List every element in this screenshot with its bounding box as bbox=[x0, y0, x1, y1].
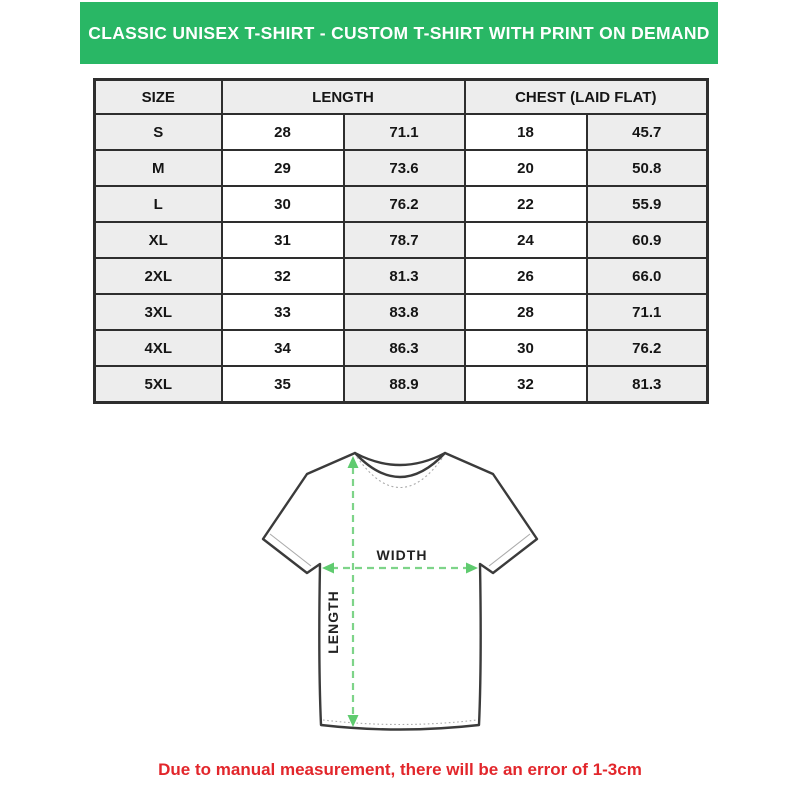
measurement-disclaimer: Due to manual measurement, there will be an error of 1-3cm bbox=[158, 760, 642, 779]
cell-chest_in: 26 bbox=[465, 258, 587, 294]
cell-length_in: 29 bbox=[222, 150, 344, 186]
cell-chest_in: 28 bbox=[465, 294, 587, 330]
cell-size: L bbox=[95, 186, 222, 222]
cell-length_cm: 76.2 bbox=[344, 186, 465, 222]
cell-length_in: 34 bbox=[222, 330, 344, 366]
size-table-body bbox=[95, 114, 708, 403]
cell-chest_cm: 76.2 bbox=[587, 330, 708, 366]
cell-size: M bbox=[95, 150, 222, 186]
cell-size: 2XL bbox=[95, 258, 222, 294]
cell-chest_cm: 50.8 bbox=[587, 150, 708, 186]
cell-length_cm: 83.8 bbox=[344, 294, 465, 330]
cell-size: XL bbox=[95, 222, 222, 258]
cell-chest_cm: 55.9 bbox=[587, 186, 708, 222]
cell-chest_cm: 45.7 bbox=[587, 114, 708, 150]
tshirt-measurement-diagram bbox=[230, 430, 570, 760]
cell-length_cm: 71.1 bbox=[344, 114, 465, 150]
cell-length_cm: 86.3 bbox=[344, 330, 465, 366]
tshirt-outline-drawing bbox=[263, 453, 537, 730]
cell-length_in: 32 bbox=[222, 258, 344, 294]
table-row bbox=[95, 258, 708, 294]
cell-length_in: 30 bbox=[222, 186, 344, 222]
cell-length_cm: 78.7 bbox=[344, 222, 465, 258]
column-header-size: SIZE bbox=[95, 80, 222, 115]
cell-size: 4XL bbox=[95, 330, 222, 366]
length-label: LENGTH bbox=[325, 590, 341, 654]
cell-chest_in: 22 bbox=[465, 186, 587, 222]
table-row bbox=[95, 294, 708, 330]
cell-size: S bbox=[95, 114, 222, 150]
cell-length_cm: 73.6 bbox=[344, 150, 465, 186]
column-header-chest: CHEST (LAID FLAT) bbox=[465, 80, 708, 115]
cell-size: 5XL bbox=[95, 366, 222, 403]
cell-length_in: 28 bbox=[222, 114, 344, 150]
cell-chest_in: 20 bbox=[465, 150, 587, 186]
cell-chest_in: 30 bbox=[465, 330, 587, 366]
table-row bbox=[95, 114, 708, 150]
cell-chest_cm: 71.1 bbox=[587, 294, 708, 330]
cell-chest_cm: 60.9 bbox=[587, 222, 708, 258]
cell-length_in: 31 bbox=[222, 222, 344, 258]
table-header-row bbox=[95, 80, 708, 115]
cell-length_cm: 81.3 bbox=[344, 258, 465, 294]
header-banner bbox=[80, 2, 718, 64]
page-title: CLASSIC UNISEX T-SHIRT - CUSTOM T-SHIRT WITH PRINT ON DEMAND bbox=[88, 22, 710, 43]
table-row bbox=[95, 330, 708, 366]
cell-length_in: 33 bbox=[222, 294, 344, 330]
cell-chest_cm: 66.0 bbox=[587, 258, 708, 294]
cell-length_in: 35 bbox=[222, 366, 344, 403]
size-chart-table bbox=[93, 78, 709, 404]
table-row bbox=[95, 186, 708, 222]
cell-chest_cm: 81.3 bbox=[587, 366, 708, 403]
table-row bbox=[95, 150, 708, 186]
cell-chest_in: 24 bbox=[465, 222, 587, 258]
table-row bbox=[95, 222, 708, 258]
column-header-length: LENGTH bbox=[222, 80, 465, 115]
table-row bbox=[95, 366, 708, 403]
cell-size: 3XL bbox=[95, 294, 222, 330]
cell-chest_in: 32 bbox=[465, 366, 587, 403]
cell-length_cm: 88.9 bbox=[344, 366, 465, 403]
cell-chest_in: 18 bbox=[465, 114, 587, 150]
width-label: WIDTH bbox=[376, 547, 428, 563]
